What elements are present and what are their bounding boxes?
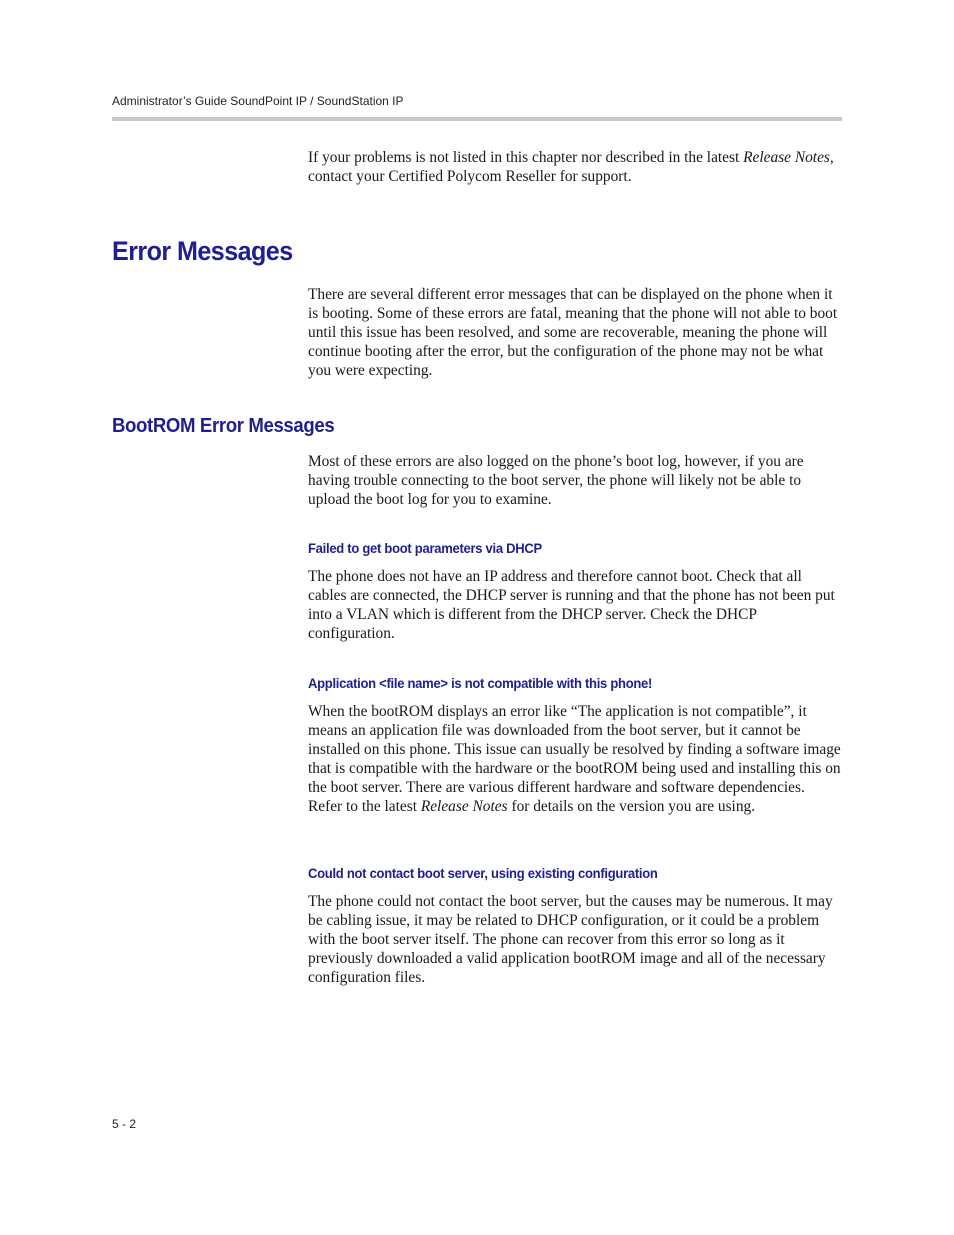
error-title-boot-server: Could not contact boot server, using existing configuration <box>308 865 658 881</box>
subsection-title: BootROM Error Messages <box>112 415 335 437</box>
error-title-application: Application <file name> is not compatible with this phone! <box>308 675 653 691</box>
application-text-before: When the bootROM displays an error like “The application is not compatible”, it means an application file was downloaded from the boot server, but it cannot be installed on this phone. This issue can usually be resolved by finding a software image that is compatible with the hardware or the bootROM being used and installing this on the boot server. There are various different hardware and software dependencies. Refer to the latest <box>308 703 841 815</box>
intro-text-before: If your problems is not listed in this chapter nor described in the latest <box>308 149 744 166</box>
error-title-dhcp: Failed to get boot parameters via DHCP <box>308 540 542 556</box>
application-release-notes: Release Notes <box>420 797 508 815</box>
running-header: Administrator’s Guide SoundPoint IP / SoundStation IP <box>112 94 404 108</box>
section-title: Error Messages <box>112 236 293 266</box>
intro-paragraph <box>308 149 842 187</box>
intro-release-notes: Release Notes <box>743 149 830 166</box>
error-paragraph-boot-server: The phone could not contact the boot server, but the causes may be numerous. It may be cabling issue, it may be related to DHCP configuration, or it could be a problem with the boot server itself. The phone can recover from this error so long as it previously downloaded a valid application bootROM image and all of the necessary configuration files. <box>308 893 833 986</box>
intro-text-after: , contact your Certified Polycom Reseller for support. <box>308 149 834 185</box>
section-paragraph: There are several different error messages that can be displayed on the phone when it is booting. Some of these errors are fatal, meaning that the phone will not able to boot until this issue has been resolved, and some are recoverable, meaning the phone will continue booting after the error, but the configuration of the phone may not be what you were expecting. <box>308 286 838 379</box>
page-number: 5 - 2 <box>112 1117 137 1131</box>
header-rule <box>112 117 842 121</box>
application-text-after: for details on the version you are using. <box>507 797 756 815</box>
error-paragraph-dhcp: The phone does not have an IP address and therefore cannot boot. Check that all cables are connected, the DHCP server is running and that the phone has not been put into a VLAN which is different from the DHCP server. Check the DHCP configuration. <box>308 568 835 642</box>
error-paragraph-application <box>308 703 842 816</box>
subsection-paragraph: Most of these errors are also logged on the phone’s boot log, however, if you are having trouble connecting to the boot server, the phone will likely not be able to upload the boot log for you to examine. <box>308 453 804 508</box>
